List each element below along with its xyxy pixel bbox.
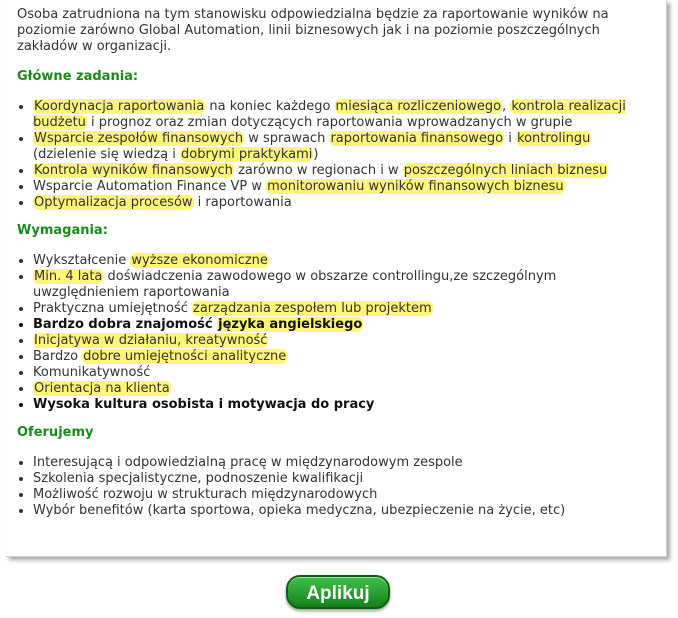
list-item: • Orientacja na klienta [33, 381, 647, 397]
apply-button[interactable]: Aplikuj [286, 575, 390, 609]
list-item: • Praktyczna umiejętność zarządzania zespołem lub projektem [33, 301, 647, 317]
list-item: • Wykształcenie wyższe ekonomiczne [33, 253, 647, 269]
tasks-heading: Główne zadania: [17, 69, 139, 84]
list-item: • Wybór benefitów (karta sportowa, opieka medyczna, ubezpieczenie na życie, etc) [33, 503, 647, 519]
offer-heading: Oferujemy [17, 425, 94, 440]
list-item: • Bardzo dobre umiejętności analityczne [33, 349, 647, 365]
list-item: • Bardzo dobra znajomość języka angielskiego [33, 317, 647, 333]
job-description-content [17, 7, 647, 519]
requirements-list [17, 253, 647, 413]
job-description-card [6, 0, 667, 557]
list-item: • Możliwość rozwoju w strukturach międzynarodowych [33, 487, 647, 503]
list-item: • Inicjatywa w działaniu, kreatywność [33, 333, 647, 349]
tasks-list [17, 99, 647, 211]
list-item: • Interesującą i odpowiedzialną pracę w międzynarodowym zespole [33, 455, 647, 471]
list-item: • Wsparcie zespołów finansowych w sprawach raportowania finansowego i kontrolingu (dzielenie się wiedzą i dobrymi praktykami) [33, 131, 647, 163]
offer-list [17, 455, 647, 519]
list-item: • Koordynacja raportowania na koniec każdego miesiąca rozliczeniowego, kontrola realizacji budżetu i prognoz oraz zmian dotyczących raportowania wprowadzanych w grupie [33, 99, 647, 131]
list-item: • Optymalizacja procesów i raportowania [33, 195, 647, 211]
list-item: • Szkolenia specjalistyczne, podnoszenie kwalifikacji [33, 471, 647, 487]
list-item: • Kontrola wyników finansowych zarówno w regionach i w poszczególnych liniach biznesu [33, 163, 647, 179]
requirements-heading: Wymagania: [17, 223, 108, 238]
list-item: • Min. 4 lata doświadczenia zawodowego w obszarze controllingu,ze szczególnym uwzględnieniem raportowania [33, 269, 647, 301]
list-item: • Komunikatywność [33, 365, 647, 381]
intro-text: Osoba zatrudniona na tym stanowisku odpowiedzialna będzie za raportowanie wyników na poziomie zarówno Global Automation, linii biznesowych jak i na poziomie poszczególnych zakładów w organizacji. [17, 7, 609, 54]
list-item: • Wysoka kultura osobista i motywacja do pracy [33, 397, 647, 413]
list-item: • Wsparcie Automation Finance VP w monitorowaniu wyników finansowych biznesu [33, 179, 647, 195]
